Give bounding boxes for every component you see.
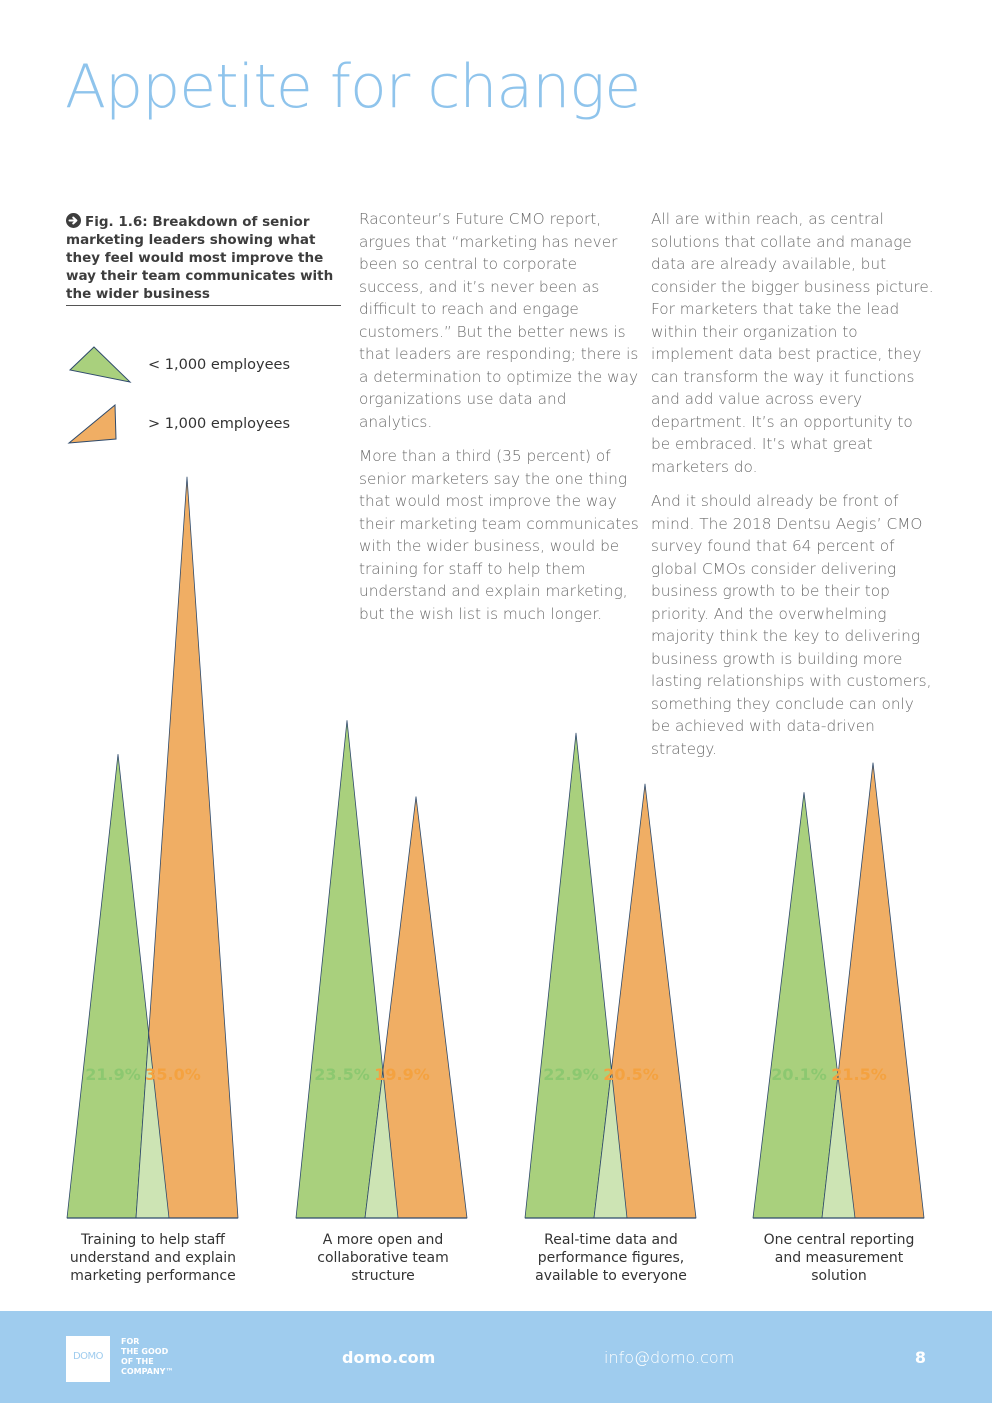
legend-label: < 1,000 employees <box>148 357 291 373</box>
category-label: A more open and collaborative team structure <box>317 1232 449 1284</box>
data-label-small: 22.9% <box>543 1065 599 1084</box>
category-label: One central reporting and measurement solution <box>763 1232 915 1284</box>
figure-caption-text: Fig. 1.6: Breakdown of senior marketing leaders showing what they feel would most improve the way their team communicates with the wider business <box>66 214 334 302</box>
page-number: 8 <box>914 1348 926 1367</box>
body-paragraph: More than a third (35 percent) of senior marketers say the one thing that would most improve the way their marketing team communicates with the wider business, would be training for staff to help them understand and explain marketing, but the wish list is much longer. <box>359 447 639 623</box>
data-label-small: 23.5% <box>314 1065 370 1084</box>
data-label-large: 21.5% <box>831 1065 887 1084</box>
data-label-large: 20.5% <box>603 1065 659 1084</box>
website-link[interactable]: domo.com <box>342 1348 436 1367</box>
tagline-line: COMPANY™ <box>121 1367 174 1376</box>
body-paragraph: All are within reach, as central solutions that collate and manage data are already available, but consider the bigger business picture. For marketers that take the lead within their organization to implement data best practice, they can transform the way it functions and add value across every department. It’s an opportunity to be embraced. It’s what great marketers do. <box>651 210 934 476</box>
page-title: Appetite for change <box>65 52 641 122</box>
body-paragraph: Raconteur’s Future CMO report, argues that “marketing has never been so central to corporate success, and it’s never been as difficult to reach and engage customers.” But the better news is that leaders are responding; there is a determination to optimize the way organizations use data and analytics. <box>359 210 639 431</box>
body-paragraph: And it should already be front of mind. The 2018 Dentsu Aegis’ CMO survey found that 64 percent of global CMOs consider delivering business growth to be their top priority. And the overwhelming majority think the key to delivering business growth is building more lasting relationships with customers, something they conclude can only be achieved with data-driven strategy. <box>651 492 932 758</box>
tagline-line: FOR <box>121 1337 140 1346</box>
data-label-large: 19.9% <box>374 1065 430 1084</box>
tagline-line: OF THE <box>121 1357 154 1366</box>
email-link[interactable]: info@domo.com <box>604 1348 735 1367</box>
category-label: Real-time data and performance figures, available to everyone <box>535 1232 687 1284</box>
domo-logo[interactable] <box>66 1336 110 1382</box>
category-label: Training to help staff understand and explain marketing performance <box>69 1232 237 1284</box>
data-label-small: 20.1% <box>771 1065 827 1084</box>
footer <box>0 1311 992 1403</box>
footer-tagline <box>121 1337 191 1377</box>
logo-text: DOMO <box>72 1351 104 1362</box>
data-label-small: 21.9% <box>85 1065 141 1084</box>
legend-label: > 1,000 employees <box>148 416 291 432</box>
tagline-line: THE GOOD <box>121 1347 169 1356</box>
data-label-large: 35.0% <box>145 1065 201 1084</box>
